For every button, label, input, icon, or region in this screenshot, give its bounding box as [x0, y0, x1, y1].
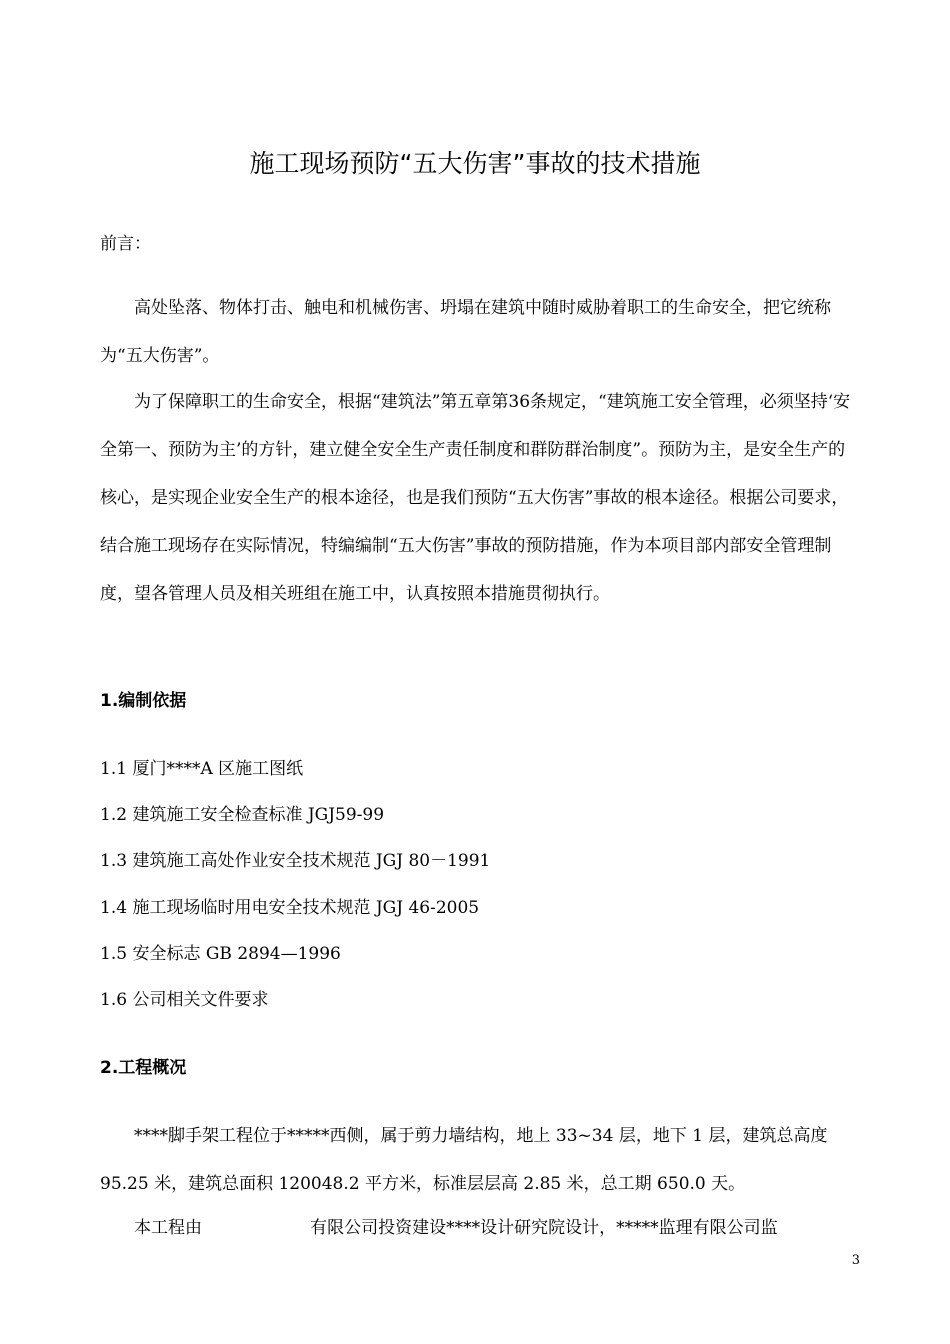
reference-item: 1.3 建筑施工高处作业安全技术规范 JGJ 80－1991 [100, 851, 491, 871]
reference-item: 1.6 公司相关文件要求 [100, 990, 269, 1010]
preface-label: 前言： [100, 234, 151, 254]
reference-item: 1.1 厦门****A 区施工图纸 [100, 759, 304, 779]
project-overview-paragraph: ****脚手架工程位于*****西侧，属于剪力墙结构，地上 33~34 层，地下 1 层，建筑总高度 95.25 米，建筑总面积 120048.2 平方米，标准层层高 2.85 米，总工期 650.0 天。 [100, 1126, 828, 1194]
document-title: 施工现场预防“五大伤害”事故的技术措施 [249, 149, 701, 178]
reference-item: 1.5 安全标志 GB 2894—1996 [100, 944, 341, 964]
section-2-heading: 2.工程概况 [100, 1058, 187, 1078]
preface-paragraph-2: 为了保障职工的生命安全，根据“建筑法”第五章第36条规定，“建筑施工安全管理，必须坚持‘安全第一、预防为主’的方针，建立健全安全生产责任制度和群防群治制度”。预防为主，是安全生产的核心，是实现企业安全生产的根本途径，也是我们预防“五大伤害”事故的根本途径。根据公司要求，结合施工现场存在实际情况，特编编制“五大伤害”事故的预防措施，作为本项目部内部安全管理制度，望各管理人员及相关班组在施工中，认真按照本措施贯彻执行。 [100, 392, 851, 604]
section-1-heading: 1.编制依据 [100, 691, 187, 711]
project-parties-paragraph: 本工程由 有限公司投资建设****设计研究院设计，*****监理有限公司监 [134, 1218, 778, 1238]
preface-paragraph-1: 高处坠落、物体打击、触电和机械伤害、坍塌在建筑中随时威胁着职工的生命安全，把它统称为“五大伤害”。 [100, 298, 831, 366]
reference-item: 1.4 施工现场临时用电安全技术规范 JGJ 46-2005 [100, 898, 480, 918]
reference-item: 1.2 建筑施工安全检查标准 JGJ59-99 [100, 805, 385, 825]
page-number: 3 [851, 1253, 860, 1268]
